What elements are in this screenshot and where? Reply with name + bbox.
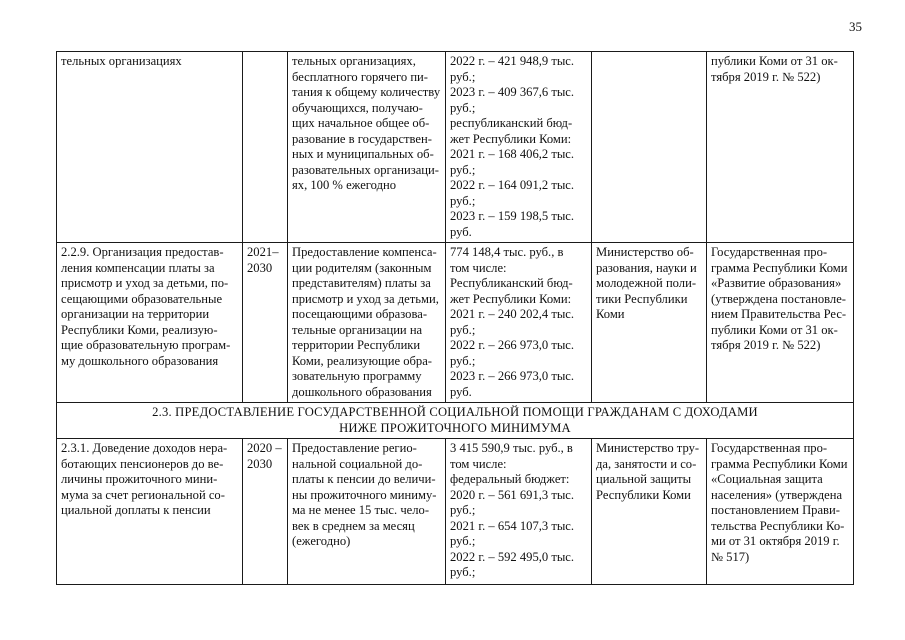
funding-cell-line: том числе:	[450, 456, 507, 471]
period-cell	[243, 52, 288, 243]
program-cell-line: № 517)	[711, 549, 750, 564]
executor-cell-line: циальной защиты	[596, 472, 692, 486]
result-cell-line: Предоставление компенса-	[292, 245, 437, 259]
program-cell	[707, 52, 854, 243]
executor-cell-line: разования, науки и	[596, 260, 697, 275]
funding-cell-line: 2021 г. – 168 406,2 тыс.	[450, 147, 575, 161]
executor-cell-line: тики Республики	[596, 291, 688, 306]
funding-cell-line: жет Республики Коми:	[450, 131, 572, 146]
funding-cell-line: 2022 г. – 164 091,2 тыс.	[450, 178, 575, 192]
funding-cell	[446, 439, 592, 585]
program-table	[56, 51, 854, 585]
result-cell-line: тельные организации на	[292, 322, 423, 337]
result-cell-line: нальной социальной до-	[292, 456, 423, 471]
table-body-upper	[57, 52, 854, 403]
event-cell-line: ботающих пенсионеров до ве-	[61, 456, 224, 471]
result-cell-line: ях, 100 % ежегодно	[292, 178, 397, 192]
result-cell-line: платы к пенсии до величи-	[292, 472, 436, 486]
funding-cell-line: руб.;	[450, 503, 476, 517]
funding-cell-line: руб.;	[450, 162, 476, 177]
program-cell	[707, 243, 854, 403]
result-cell-line: зовательную программу	[292, 369, 422, 383]
result-cell-line: присмотр и уход за детьми,	[292, 291, 439, 306]
table-row	[57, 243, 854, 403]
result-cell-line: территории Республики	[292, 338, 421, 352]
result-cell	[288, 439, 446, 585]
program-cell-line: постановлением Прави-	[711, 503, 840, 517]
result-cell	[288, 243, 446, 403]
event-cell	[57, 52, 243, 243]
event-cell	[57, 243, 243, 403]
program-cell-line: «Развитие образования»	[711, 276, 842, 290]
program-cell	[707, 439, 854, 585]
result-cell-line: посещающими образова-	[292, 307, 428, 321]
executor-cell	[592, 243, 707, 403]
executor-cell-line: Министерство тру-	[596, 441, 700, 455]
executor-cell-line: Коми	[596, 307, 625, 321]
result-cell-line: обучающихся, получаю-	[292, 100, 423, 115]
funding-cell-line: руб.	[450, 384, 472, 399]
result-cell-line: бесплатного горячего пи-	[292, 69, 428, 84]
event-cell-line: 2.2.9. Организация предостав-	[61, 245, 224, 259]
period-cell	[243, 243, 288, 403]
program-cell-line: тельства Республики Ко-	[711, 518, 845, 533]
result-cell-line: век в среднем за месяц	[292, 518, 415, 533]
program-cell-line: публики Коми от 31 ок-	[711, 54, 838, 68]
executor-cell-line: Республики Коми	[596, 487, 691, 502]
program-cell-line: Государственная про-	[711, 245, 828, 259]
program-cell-line: публики Коми от 31 ок-	[711, 322, 838, 337]
event-cell	[57, 439, 243, 585]
period-cell	[243, 439, 288, 585]
funding-cell-line: руб.;	[450, 69, 476, 84]
event-cell-line: му дошкольного образования	[61, 353, 219, 368]
program-cell-line: Государственная про-	[711, 441, 828, 455]
program-cell-line: тября 2019 г. № 522)	[711, 338, 821, 352]
event-cell-line: сещающими образовательные	[61, 291, 223, 306]
funding-cell-line: руб.;	[450, 565, 476, 579]
result-cell-line: ных и муниципальных об-	[292, 147, 434, 161]
result-cell-line: щих начальное общее об-	[292, 116, 430, 130]
funding-cell-line: жет Республики Коми:	[450, 291, 572, 306]
executor-cell	[592, 52, 707, 243]
section-heading-body	[57, 403, 854, 439]
event-cell-line: присмотр и уход за детьми, по-	[61, 276, 229, 290]
program-cell-line: грамма Республики Коми	[711, 456, 848, 471]
result-cell-line: Коми, реализующие обра-	[292, 353, 432, 368]
result-cell-line: (ежегодно)	[292, 534, 351, 548]
funding-cell-line: том числе:	[450, 260, 507, 275]
event-cell-line: мума за счет региональной со-	[61, 487, 225, 502]
funding-cell-line: 2020 г. – 561 691,3 тыс.	[450, 487, 575, 502]
funding-cell-line: руб.	[450, 224, 472, 239]
period-cell-line: 2030	[247, 456, 273, 471]
result-cell-line: Предоставление регио-	[292, 441, 417, 455]
executor-cell-line: да, занятости и со-	[596, 456, 697, 471]
result-cell-line: разовательных организаци-	[292, 162, 439, 177]
executor-cell-line: Министерство об-	[596, 245, 694, 259]
result-cell	[288, 52, 446, 243]
section-heading-row	[57, 403, 854, 439]
program-cell-line: «Социальная защита	[711, 472, 823, 486]
period-cell-line: 2030	[247, 260, 273, 275]
section-heading-line-1: 2.3. ПРЕДОСТАВЛЕНИЕ ГОСУДАРСТВЕННОЙ СОЦИАЛЬНОЙ ПОМОЩИ ГРАЖДАНАМ С ДОХОДАМИ	[152, 405, 758, 419]
event-cell-line: Республики Коми, реализую-	[61, 322, 218, 337]
funding-cell-line: 2023 г. – 266 973,0 тыс.	[450, 369, 575, 383]
result-cell-line: ны прожиточного миниму-	[292, 487, 437, 502]
program-cell-line: ми от 31 октября 2019 г.	[711, 534, 840, 548]
table-row	[57, 439, 854, 585]
result-cell-line: ции родителям (законным	[292, 260, 432, 275]
period-cell-line: 2021–	[247, 245, 279, 259]
funding-cell-line: республиканский бюд-	[450, 116, 573, 130]
program-cell-line: нием Правительства Рес-	[711, 307, 847, 321]
event-cell-line: 2.3.1. Доведение доходов нера-	[61, 441, 228, 455]
funding-cell-line: 774 148,4 тыс. руб., в	[450, 245, 564, 259]
event-cell-line: организации на территории	[61, 307, 210, 321]
table-row	[57, 52, 854, 243]
section-heading-line-2: НИЖЕ ПРОЖИТОЧНОГО МИНИМУМА	[339, 420, 571, 435]
event-cell-line: тельных организациях	[61, 54, 182, 68]
funding-cell-line: руб.;	[450, 322, 476, 337]
funding-cell	[446, 52, 592, 243]
period-cell-line: 2020 –	[247, 441, 282, 455]
page-number: 35	[849, 19, 862, 34]
executor-cell	[592, 439, 707, 585]
result-cell-line: тания к общему количеству	[292, 85, 441, 99]
funding-cell-line: 2023 г. – 159 198,5 тыс.	[450, 209, 575, 223]
result-cell-line: представителям) платы за	[292, 276, 431, 290]
funding-cell-line: 2021 г. – 240 202,4 тыс.	[450, 307, 575, 321]
table-body-lower	[57, 439, 854, 585]
funding-cell	[446, 243, 592, 403]
program-cell-line: (утверждена постановле-	[711, 291, 847, 306]
result-cell-line: дошкольного образования	[292, 384, 432, 399]
funding-cell-line: 2022 г. – 421 948,9 тыс.	[450, 54, 575, 68]
program-cell-line: тября 2019 г. № 522)	[711, 69, 821, 84]
funding-cell-line: руб.;	[450, 100, 476, 115]
program-cell-line: грамма Республики Коми	[711, 260, 848, 275]
result-cell-line: ма не менее 15 тыс. чело-	[292, 503, 430, 517]
funding-cell-line: 2022 г. – 592 495,0 тыс.	[450, 549, 575, 564]
event-cell-line: щие образовательную програм-	[61, 338, 231, 352]
funding-cell-line: федеральный бюджет:	[450, 472, 570, 486]
funding-cell-line: 2022 г. – 266 973,0 тыс.	[450, 338, 575, 352]
funding-cell-line: 2023 г. – 409 367,6 тыс.	[450, 85, 575, 99]
funding-cell-line: 3 415 590,9 тыс. руб., в	[450, 441, 573, 455]
section-heading-cell	[57, 403, 854, 439]
executor-cell-line: молодежной поли-	[596, 276, 697, 290]
event-cell-line: циальной доплаты к пенсии	[61, 503, 211, 517]
event-cell-line: ления компенсации платы за	[61, 260, 215, 275]
funding-cell-line: 2021 г. – 654 107,3 тыс.	[450, 518, 575, 533]
result-cell-line: тельных организациях,	[292, 54, 416, 68]
funding-cell-line: руб.;	[450, 193, 476, 208]
funding-cell-line: руб.;	[450, 353, 476, 368]
result-cell-line: разование в государствен-	[292, 131, 432, 146]
program-cell-line: населения» (утверждена	[711, 487, 843, 502]
funding-cell-line: руб.;	[450, 534, 476, 548]
event-cell-line: личины прожиточного мини-	[61, 472, 218, 486]
funding-cell-line: Республиканский бюд-	[450, 276, 573, 290]
